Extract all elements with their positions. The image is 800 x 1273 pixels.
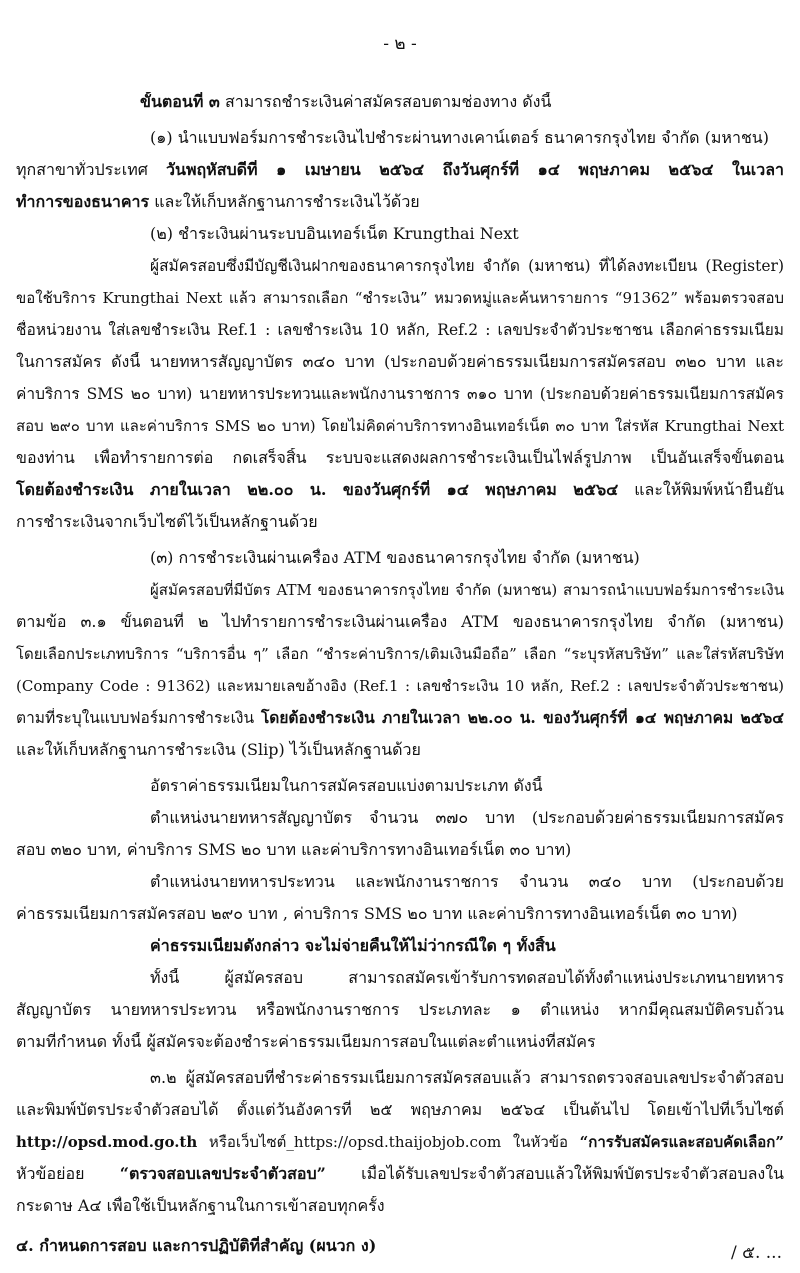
page-number: - ๒ - xyxy=(383,34,417,54)
non-refundable-note xyxy=(150,936,784,956)
bold-text: ค่าธรรมเนียมดังกล่าว จะไม่จ่ายคืนให้ไม่ว่ากรณีใด ๆ ทั้งสิ้น xyxy=(150,936,556,955)
text-segment: (๓) การชำระเงินผ่านเครื่อง ATM ของธนาคารกรุงไทย จำกัด (มหาชน) xyxy=(150,548,640,567)
paragraph-line xyxy=(16,384,784,404)
text-segment: ค่าธรรมเนียมการสมัครสอบ ๒๙๐ บาท , ค่าบริการ SMS ๒๐ บาท และค่าบริการทางอินเทอร์เน็ต ๓๐ บาท) xyxy=(16,904,738,923)
text-segment: สอบ ๒๙๐ บาท และค่าบริการ SMS ๒๐ บาท) โดยไม่คิดค่าบริการทางอินเทอร์เน็ต ๓๐ บาท ใส่รหัส Krungthai Next xyxy=(16,417,784,435)
bold-text: “ตรวจสอบเลขประจำตัวสอบ” xyxy=(119,1164,326,1183)
website-links-line xyxy=(16,1132,784,1152)
paragraph-line xyxy=(16,512,784,532)
bold-text: วันพฤหัสบดีที่ ๑ เมษายน ๒๕๖๔ ถึงวันศุกร์ที่ ๑๔ พฤษภาคม ๒๕๖๔ ในเวลา xyxy=(166,160,784,179)
paragraph-line xyxy=(16,644,784,664)
text-segment: โดยเลือกประเภทบริการ “บริการอื่น ๆ” เลือก “ชำระค่าบริการ/เติมเงินมือถือ” เลือก “ระบุรหัสบริษัท” และใส่รหัสบริษัท xyxy=(16,645,784,663)
paragraph-line xyxy=(16,904,784,924)
paragraph-line xyxy=(16,612,784,632)
paragraph-line xyxy=(16,1000,784,1020)
text-segment: สามารถชำระเงินค่าสมัครสอบตามช่องทาง ดังนี้ xyxy=(219,92,552,111)
text-segment: ทั้งนี้ ผู้สมัครสอบ สามารถสมัครเข้ารับการทดสอบได้ทั้งตำแหน่งประเภทนายทหาร xyxy=(150,968,784,987)
text-segment: และให้เก็บหลักฐานการชำระเงิน (Slip) ไว้เป็นหลักฐานด้วย xyxy=(16,740,421,759)
continuation-marker: / ๕. ... xyxy=(730,1243,782,1263)
paragraph-line xyxy=(16,708,784,728)
option-3-atm xyxy=(150,548,784,568)
text-segment: ในการสมัคร ดังนี้ นายทหารสัญญาบัตร ๓๔๐ บาท (ประกอบด้วยค่าธรรมเนียมการสมัครสอบ ๓๒๐ บาท และ xyxy=(16,352,784,371)
fee-officer-line xyxy=(150,808,784,828)
text-segment: ขอใช้บริการ Krungthai Next แล้ว สามารถเลือก “ชำระเงิน” หมวดหมู่และค้นหารายการ “91362” พร้อมตรวจสอบ xyxy=(16,289,784,307)
paragraph-line xyxy=(16,160,784,180)
text-segment: ตำแหน่งนายทหารสัญญาบัตร จำนวน ๓๗๐ บาท (ประกอบด้วยค่าธรรมเนียมการสมัคร xyxy=(150,808,784,827)
text-segment: ผู้สมัครสอบซึ่งมีบัญชีเงินฝากของธนาคารกรุงไทย จำกัด (มหาชน) ที่ได้ลงทะเบียน (Register) xyxy=(150,257,784,275)
text-segment: ค่าบริการ SMS ๒๐ บาท) นายทหารประทวนและพนักงานราชการ ๓๑๐ บาท (ประกอบด้วยค่าธรรมเนียมการสมัคร xyxy=(16,385,784,403)
text-segment: การชำระเงินจากเว็บไซต์ไว้เป็นหลักฐานด้วย xyxy=(16,512,318,531)
text-segment: ทุกสาขาทั่วประเทศ xyxy=(16,160,167,179)
step-3-heading xyxy=(140,92,784,112)
fee-rates-heading xyxy=(150,776,784,796)
text-segment: ชื่อหน่วยงาน ใส่เลขชำระเงิน Ref.1 : เลขชำระเงิน 10 หลัก, Ref.2 : เลขประจำตัวประชาชน เลือกค่าธรรมเนียม xyxy=(16,321,784,339)
text-segment: ตามที่กำหนด ทั้งนี้ ผู้สมัครจะต้องชำระค่าธรรมเนียมการสอบในแต่ละตำแหน่งที่สมัคร xyxy=(16,1032,596,1051)
fee-nco-line xyxy=(150,872,784,892)
text-segment: สัญญาบัตร นายทหารประทวน หรือพนักงานราชการ ประเภทละ ๑ ตำแหน่ง หากมีคุณสมบัติครบถ้วน xyxy=(16,1000,784,1019)
paragraph-line xyxy=(150,968,784,988)
text-segment: เมื่อได้รับเลขประจำตัวสอบแล้วให้พิมพ์บัตรประจำตัวสอบลงใน xyxy=(325,1164,784,1183)
text-segment: และให้พิมพ์หน้ายืนยัน xyxy=(618,480,784,499)
text-segment: ผู้สมัครสอบที่มีบัตร ATM ของธนาคารกรุงไทย จำกัด (มหาชน) สามารถนำแบบฟอร์มการชำระเงิน xyxy=(150,581,784,599)
bold-text: http://opsd.mod.go.th xyxy=(16,1133,198,1151)
text-segment: สอบ ๓๒๐ บาท, ค่าบริการ SMS ๒๐ บาท และค่าบริการทางอินเทอร์เน็ต ๓๐ บาท) xyxy=(16,840,572,859)
paragraph-line xyxy=(16,480,784,500)
text-segment: และให้เก็บหลักฐานการชำระเงินไว้ด้วย xyxy=(149,192,420,211)
text-segment: อัตราค่าธรรมเนียมในการสมัครสอบแบ่งตามประเภท ดังนี้ xyxy=(150,776,543,795)
text-segment: ๓.๒ ผู้สมัครสอบที่ชำระค่าธรรมเนียมการสมัครสอบแล้ว สามารถตรวจสอบเลขประจำตัวสอบ xyxy=(150,1068,784,1087)
section-3-2-line xyxy=(150,1068,784,1088)
bold-text: “การรับสมัครและสอบคัดเลือก” xyxy=(579,1133,784,1151)
paragraph-line xyxy=(16,352,784,372)
text-segment: หรือเว็บไซต์_https://opsd.thaijobjob.com ในหัวข้อ xyxy=(197,1133,580,1151)
paragraph-line xyxy=(16,1100,784,1120)
paragraph-line xyxy=(16,740,784,760)
option-1-counter xyxy=(150,128,784,148)
paragraph-line xyxy=(150,580,784,600)
text-segment: ตามที่ระบุในแบบฟอร์มการชำระเงิน xyxy=(16,709,261,727)
text-segment: (๑) นำแบบฟอร์มการชำระเงินไปชำระผ่านทางเคาน์เตอร์ ธนาคารกรุงไทย จำกัด (มหาชน) xyxy=(150,128,769,147)
text-segment: (๒) ชำระเงินผ่านระบบอินเทอร์เน็ต Krungthai Next xyxy=(150,224,519,243)
section-4-heading xyxy=(16,1236,576,1256)
text-segment: หัวข้อย่อย xyxy=(16,1164,120,1183)
text-segment: กระดาษ A๔ เพื่อใช้เป็นหลักฐานในการเข้าสอบทุกครั้ง xyxy=(16,1196,385,1215)
text-segment: (Company Code : 91362) และหมายเลขอ้างอิง (Ref.1 : เลขชำระเงิน 10 หลัก, Ref.2 : เลขประจำตัวประชาชน) xyxy=(16,677,784,695)
paragraph-line xyxy=(16,192,784,212)
paragraph-line xyxy=(16,320,784,340)
paragraph-line xyxy=(16,1196,784,1216)
paragraph-line xyxy=(16,288,784,308)
paragraph-line xyxy=(16,1164,784,1184)
bold-text: ขั้นตอนที่ ๓ xyxy=(140,92,220,111)
bold-text: โดยต้องชำระเงิน ภายในเวลา ๒๒.๐๐ น. ของวันศุกร์ที่ ๑๔ พฤษภาคม ๒๕๖๔ xyxy=(16,480,619,499)
text-segment: ตามข้อ ๓.๑ ขั้นตอนที่ ๒ ไปทำรายการชำระเงินผ่านเครื่อง ATM ของธนาคารกรุงไทย จำกัด (มหาชน) xyxy=(16,612,784,631)
bold-text: ๔. กำหนดการสอบ และการปฏิบัติที่สำคัญ (ผนวก ง) xyxy=(16,1236,377,1255)
option-2-internet xyxy=(150,224,784,244)
paragraph-line xyxy=(150,256,784,276)
bold-text: โดยต้องชำระเงิน ภายในเวลา ๒๒.๐๐ น. ของวันศุกร์ที่ ๑๔ พฤษภาคม ๒๕๖๔ xyxy=(260,708,784,727)
paragraph-line xyxy=(16,840,784,860)
paragraph-line xyxy=(16,676,784,696)
paragraph-line xyxy=(16,416,784,436)
text-segment: ตำแหน่งนายทหารประทวน และพนักงานราชการ จำนวน ๓๔๐ บาท (ประกอบด้วย xyxy=(150,872,784,891)
text-segment: ของท่าน เพื่อทำรายการต่อ กดเสร็จสิ้น ระบบจะแสดงผลการชำระเงินเป็นไฟล์รูปภาพ เป็นอันเสร็จขั้นตอน xyxy=(16,448,784,467)
text-segment: และพิมพ์บัตรประจำตัวสอบได้ ตั้งแต่วันอังคารที่ ๒๕ พฤษภาคม ๒๕๖๔ เป็นต้นไป โดยเข้าไปที่เว็บไซต์ xyxy=(16,1100,784,1119)
paragraph-line xyxy=(16,448,784,468)
bold-text: ทำการของธนาคาร xyxy=(16,192,150,211)
paragraph-line xyxy=(16,1032,784,1052)
